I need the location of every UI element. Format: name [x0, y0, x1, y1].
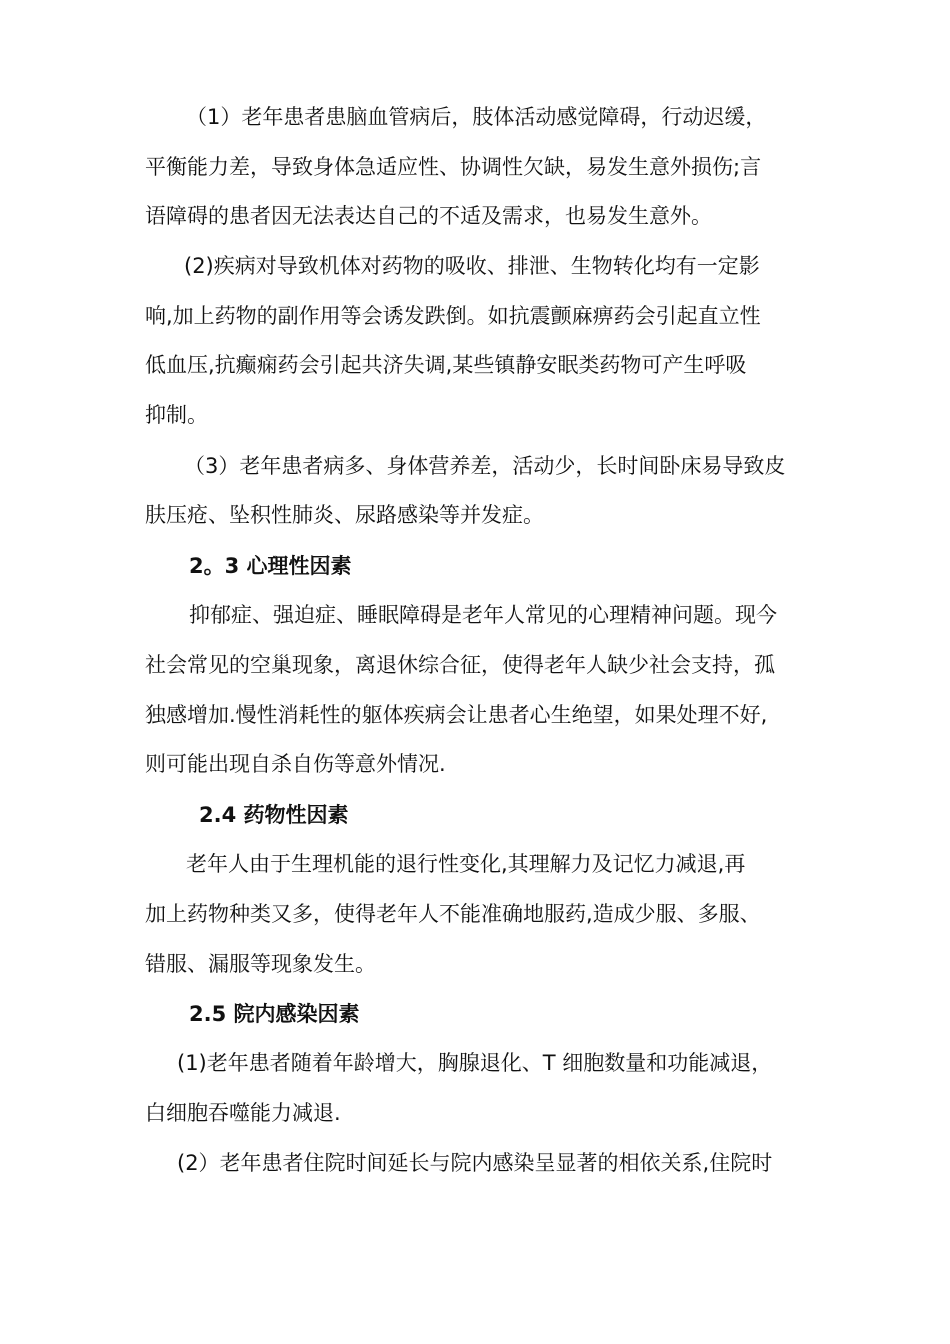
paragraph-4-line-3: 独感增加.慢性消耗性的躯体疾病会让患者心生绝望，如果处理不好,	[145, 703, 768, 727]
paragraph-1-line-3: 语障碍的患者因无法表达自己的不适及需求，也易发生意外。	[145, 204, 712, 228]
paragraph-5-line-1: 老年人由于生理机能的退行性变化,其理解力及记忆力减退,再	[186, 852, 746, 876]
paragraph-3-line-2: 肤压疮、坠积性肺炎、尿路感染等并发症。	[145, 503, 544, 527]
paragraph-4-line-4: 则可能出现自杀自伤等意外情况.	[145, 752, 446, 776]
paragraph-5-line-3: 错服、漏服等现象发生。	[145, 952, 376, 976]
paragraph-1-line-1: （1）老年患者患脑血管病后，肢体活动感觉障碍，行动迟缓，	[186, 105, 767, 129]
paragraph-7-line-1: (2）老年患者住院时间延长与院内感染呈显著的相依关系,住院时	[177, 1151, 773, 1175]
paragraph-4-line-1: 抑郁症、强迫症、睡眠障碍是老年人常见的心理精神问题。现今	[189, 603, 777, 627]
section-heading-2-5: 2.5 院内感染因素	[189, 1002, 360, 1026]
paragraph-2-line-1: (2)疾病对导致机体对药物的吸收、排泄、生物转化均有一定影	[184, 254, 760, 278]
paragraph-6-line-1: (1)老年患者随着年龄增大，胸腺退化、T 细胞数量和功能减退，	[177, 1051, 773, 1075]
paragraph-2-line-4: 抑制。	[145, 403, 208, 427]
paragraph-2-line-3: 低血压,抗癫痫药会引起共济失调,某些镇静安眠类药物可产生呼吸	[145, 353, 747, 377]
section-heading-2-4: 2.4 药物性因素	[199, 803, 349, 827]
paragraph-3-line-1: （3）老年患者病多、身体营养差，活动少，长时间卧床易导致皮	[184, 454, 786, 478]
paragraph-2-line-2: 响,加上药物的副作用等会诱发跌倒。如抗震颤麻痹药会引起直立性	[145, 304, 761, 328]
section-heading-2-3: 2。3 心理性因素	[189, 554, 352, 578]
paragraph-6-line-2: 白细胞吞噬能力减退.	[145, 1101, 341, 1125]
paragraph-5-line-2: 加上药物种类又多，使得老年人不能准确地服药,造成少服、多服、	[145, 902, 761, 926]
paragraph-4-line-2: 社会常见的空巢现象，离退休综合征，使得老年人缺少社会支持，孤	[145, 653, 775, 677]
paragraph-1-line-2: 平衡能力差，导致身体急适应性、协调性欠缺，易发生意外损伤;言	[145, 155, 762, 179]
